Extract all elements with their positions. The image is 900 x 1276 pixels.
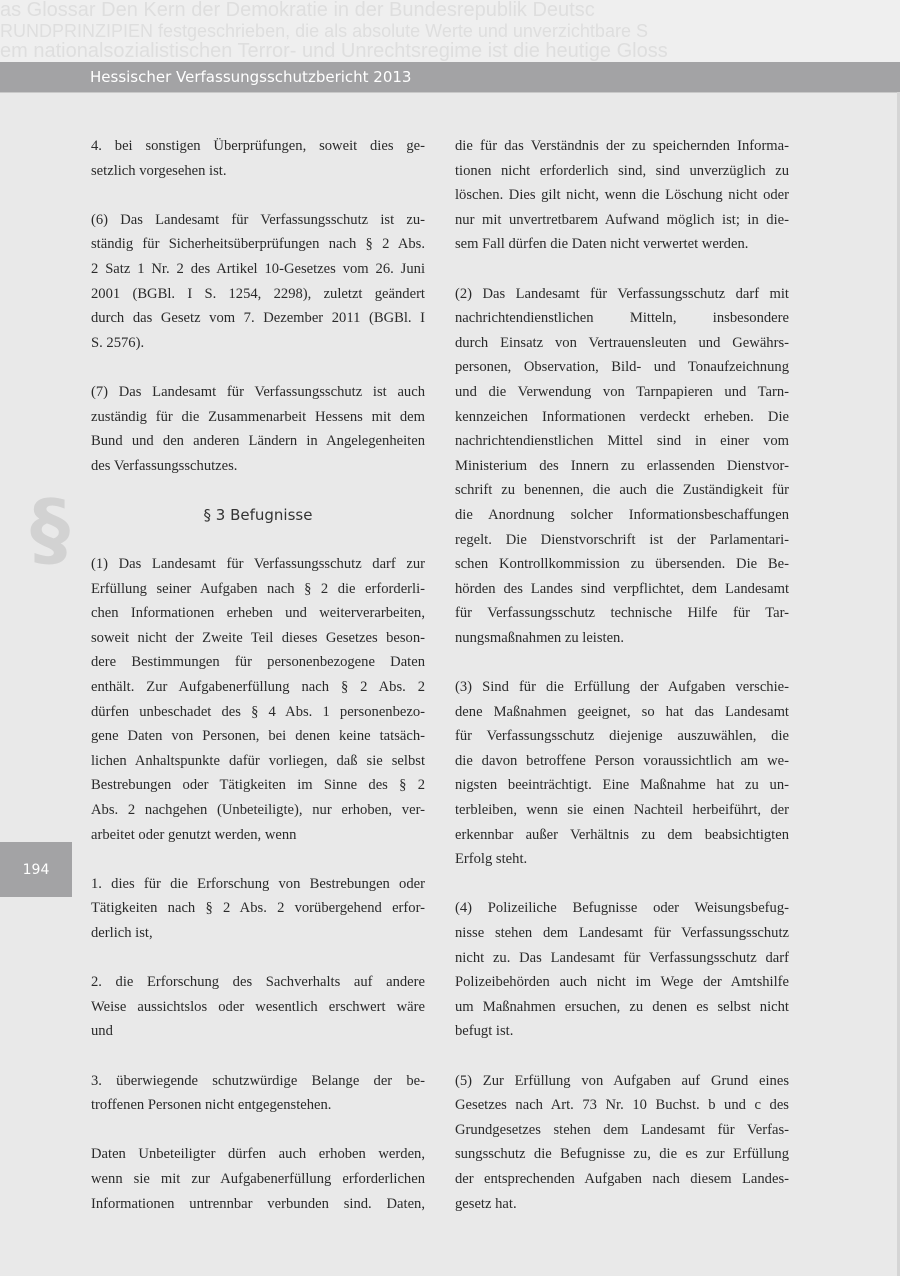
text-line: 2001 (BGBl. I S. 1254, 2298), zuletzt geändert bbox=[91, 285, 425, 302]
text-line: nisse stehen dem Landesamt für Verfassungsschutz bbox=[455, 925, 789, 941]
text-line: ständig für Sicherheitsüberprüfungen nach § 2 Abs. bbox=[91, 236, 425, 253]
text-line: Abs. 2 nachgehen (Unbeteiligte), nur erhoben, ver- bbox=[91, 802, 425, 819]
text-line: zuständig für die Zusammenarbeit Hessens mit dem bbox=[91, 408, 425, 425]
text-line: (3) Sind für die Erfüllung der Aufgaben verschie- bbox=[455, 679, 789, 696]
text-line: sungsschutz die Befugnisse zu, die es zur Erfüllung bbox=[455, 1146, 789, 1163]
text-line: S. 2576). bbox=[91, 334, 145, 351]
paragraph bbox=[91, 1142, 425, 1216]
text-line: tionen nicht erforderlich sind, sind unverzüglich zu bbox=[455, 162, 789, 179]
text-line: setzlich vorgesehen ist. bbox=[91, 162, 227, 179]
text-line: 1. dies für die Erforschung von Bestrebungen oder bbox=[91, 875, 425, 892]
publication-title: Hessischer Verfassungsschutzbericht 2013 bbox=[90, 68, 412, 86]
text-line: um Maßnahmen ersuchen, zu denen es selbst nicht bbox=[455, 998, 789, 1015]
text-line: Erfüllung seiner Aufgaben nach § 2 die erforderli- bbox=[91, 580, 425, 597]
text-line: wenn sie mit zur Aufgabenerfüllung erforderlichen bbox=[91, 1170, 425, 1187]
text-line: 3. überwiegende schutzwürdige Belange der be- bbox=[91, 1072, 425, 1089]
text-line: löschen. Dies gilt nicht, wenn die Löschung nicht oder bbox=[455, 187, 789, 204]
text-line: des Verfassungsschutzes. bbox=[91, 457, 238, 474]
text-line: gene Daten von Personen, bei denen keine tatsäch- bbox=[91, 728, 425, 745]
page-number: 194 bbox=[0, 842, 72, 897]
text-line: dürfen unbeschadet des § 4 Abs. 1 personenbezo- bbox=[91, 703, 425, 720]
text-line: die Anordnung solcher Informationsbeschaffungen bbox=[455, 506, 789, 523]
text-line: (7) Das Landesamt für Verfassungsschutz ist auch bbox=[91, 383, 425, 400]
text-line: nigsten beeinträchtigt. Eine Maßnahme hat zu un- bbox=[455, 777, 789, 794]
text-line: arbeitet oder genutzt werden, wenn bbox=[91, 826, 297, 843]
watermark-line: em nationalsozialistischen Terror- und Unrechtsregime ist die heutige Gloss bbox=[0, 40, 668, 62]
running-header bbox=[0, 62, 900, 93]
text-line: Gesetzes nach Art. 73 Nr. 10 Buchst. b und c des bbox=[455, 1097, 789, 1114]
text-line: für Verfassungsschutz diejenige auszuwählen, die bbox=[455, 728, 789, 745]
text-line: (4) Polizeiliche Befugnisse oder Weisungsbefug- bbox=[455, 900, 789, 917]
text-line: der entsprechenden Aufgaben nach diesem Landes- bbox=[455, 1170, 789, 1187]
text-line: soweit nicht der Zweite Teil dieses Gesetzes beson- bbox=[91, 629, 425, 646]
paragraph bbox=[91, 208, 425, 356]
text-line: erkennbar außer Verhältnis zu dem beabsichtigten bbox=[455, 826, 789, 843]
text-line: nachrichtendienstlichen Mitteln, insbesondere bbox=[455, 310, 789, 327]
text-line: Erfolg steht. bbox=[455, 851, 528, 868]
text-line: troffenen Personen nicht entgegenstehen. bbox=[91, 1097, 332, 1114]
text-line: befugt ist. bbox=[455, 1023, 514, 1040]
paragraph bbox=[91, 872, 425, 946]
text-line: nungsmaßnahmen zu leisten. bbox=[455, 629, 625, 646]
watermark-line: RUNDPRINZIPIEN festgeschrieben, die als absolute Werte und unverzichtbare S bbox=[0, 21, 648, 41]
left-column bbox=[91, 134, 425, 1241]
text-line: personen, Observation, Bild- und Tonaufzeichnung bbox=[455, 359, 789, 376]
text-line: nicht zu. Das Landesamt für Verfassungsschutz darf bbox=[455, 949, 789, 966]
text-line: (1) Das Landesamt für Verfassungsschutz darf zur bbox=[91, 556, 425, 573]
section-heading: § 3 Befugnisse bbox=[203, 505, 313, 524]
text-line: die für das Verständnis der zu speichernden Informa- bbox=[455, 138, 789, 154]
paragraph bbox=[91, 552, 425, 847]
text-line: durch Einsatz von Vertrauensleuten und Gewährs- bbox=[455, 334, 789, 351]
text-line: und bbox=[91, 1023, 113, 1040]
text-line: und die Verwendung von Tarnpapieren und Tarn- bbox=[455, 383, 789, 400]
paragraph bbox=[455, 282, 789, 651]
text-line: regelt. Die Dienstvorschrift ist der Parlamentari- bbox=[455, 531, 789, 548]
text-line: dere Bestimmungen für personenbezogene Daten bbox=[91, 654, 425, 671]
text-line: (2) Das Landesamt für Verfassungsschutz darf mit bbox=[455, 285, 789, 302]
text-line: kennzeichen Informationen verdeckt erheben. Die bbox=[455, 408, 789, 425]
text-line: 2. die Erforschung des Sachverhalts auf andere bbox=[91, 974, 425, 991]
text-line: Bestrebungen oder Tätigkeiten im Sinne des § 2 bbox=[91, 777, 425, 794]
paragraph bbox=[455, 675, 789, 872]
watermark-line: as Glossar Den Kern der Demokratie in der Bundesrepublik Deutsc bbox=[0, 0, 595, 21]
text-line: sem Fall dürfen die Daten nicht verwertet werden. bbox=[455, 236, 749, 253]
section-sign-decoration: § bbox=[30, 483, 70, 576]
text-line: chen Informationen erheben und weiterverarbeiten, bbox=[91, 605, 425, 622]
text-line: nur mit unvertretbarem Aufwand möglich ist; in die- bbox=[455, 211, 789, 228]
text-line: Bund und den anderen Ländern in Angelegenheiten bbox=[91, 433, 425, 450]
paragraph bbox=[91, 134, 425, 183]
paragraph bbox=[455, 134, 789, 257]
text-line: die davon betroffene Person voraussichtlich am we- bbox=[455, 752, 789, 769]
text-line: (6) Das Landesamt für Verfassungsschutz ist zu- bbox=[91, 211, 425, 228]
paragraph bbox=[455, 896, 789, 1044]
text-line: gesetz hat. bbox=[455, 1195, 517, 1212]
text-line: Polizeibehörden auch nicht im Wege der Amtshilfe bbox=[455, 974, 789, 991]
text-line: schrift zu benennen, die auch die Zuständigkeit für bbox=[455, 482, 789, 499]
text-line: Weise aussichtslos oder wesentlich erschwert wäre bbox=[91, 998, 425, 1015]
text-line: Daten Unbeteiligter dürfen auch erhoben werden, bbox=[91, 1146, 425, 1163]
text-line: 4. bei sonstigen Überprüfungen, soweit dies ge- bbox=[91, 138, 425, 154]
text-line: für Verfassungsschutz technische Hilfe für Tar- bbox=[455, 605, 789, 622]
text-line: Ministerium des Innern zu erlassenden Dienstvor- bbox=[455, 457, 789, 474]
text-line: Informationen untrennbar verbunden sind. Daten, bbox=[91, 1195, 425, 1212]
text-line: hörden des Landes sind verpflichtet, dem Landesamt bbox=[455, 580, 789, 597]
text-line: durch das Gesetz vom 7. Dezember 2011 (BGBl. I bbox=[91, 310, 425, 327]
text-line: lichen Anhaltspunkte dafür vorliegen, daß sie selbst bbox=[91, 752, 425, 769]
right-column bbox=[455, 134, 789, 1241]
paragraph bbox=[91, 380, 425, 478]
text-line: derlich ist, bbox=[91, 925, 153, 941]
text-line: enthält. Zur Aufgabenerfüllung nach § 2 Abs. 2 bbox=[91, 679, 425, 696]
text-line: Tätigkeiten nach § 2 Abs. 2 vorübergehend erfor- bbox=[91, 900, 425, 917]
paragraph bbox=[91, 970, 425, 1044]
text-line: (5) Zur Erfüllung von Aufgaben auf Grund eines bbox=[455, 1072, 789, 1089]
header-watermark-banner bbox=[0, 0, 900, 62]
text-line: nachrichtendienstlichen Mittel sind in einer vom bbox=[455, 433, 789, 450]
text-line: terbleiben, wenn sie einen Nachteil herbeiführt, der bbox=[455, 802, 789, 819]
text-line: 2 Satz 1 Nr. 2 des Artikel 10-Gesetzes vom 26. Juni bbox=[91, 260, 425, 277]
paragraph bbox=[455, 1069, 789, 1217]
paragraph bbox=[91, 1069, 425, 1118]
text-line: schen Kontrollkommission zu übersenden. Die Be- bbox=[455, 556, 789, 573]
text-line: dene Maßnahmen geeignet, so hat das Landesamt bbox=[455, 703, 789, 720]
text-line: Grundgesetzes stehen dem Landesamt für Verfas- bbox=[455, 1121, 789, 1138]
